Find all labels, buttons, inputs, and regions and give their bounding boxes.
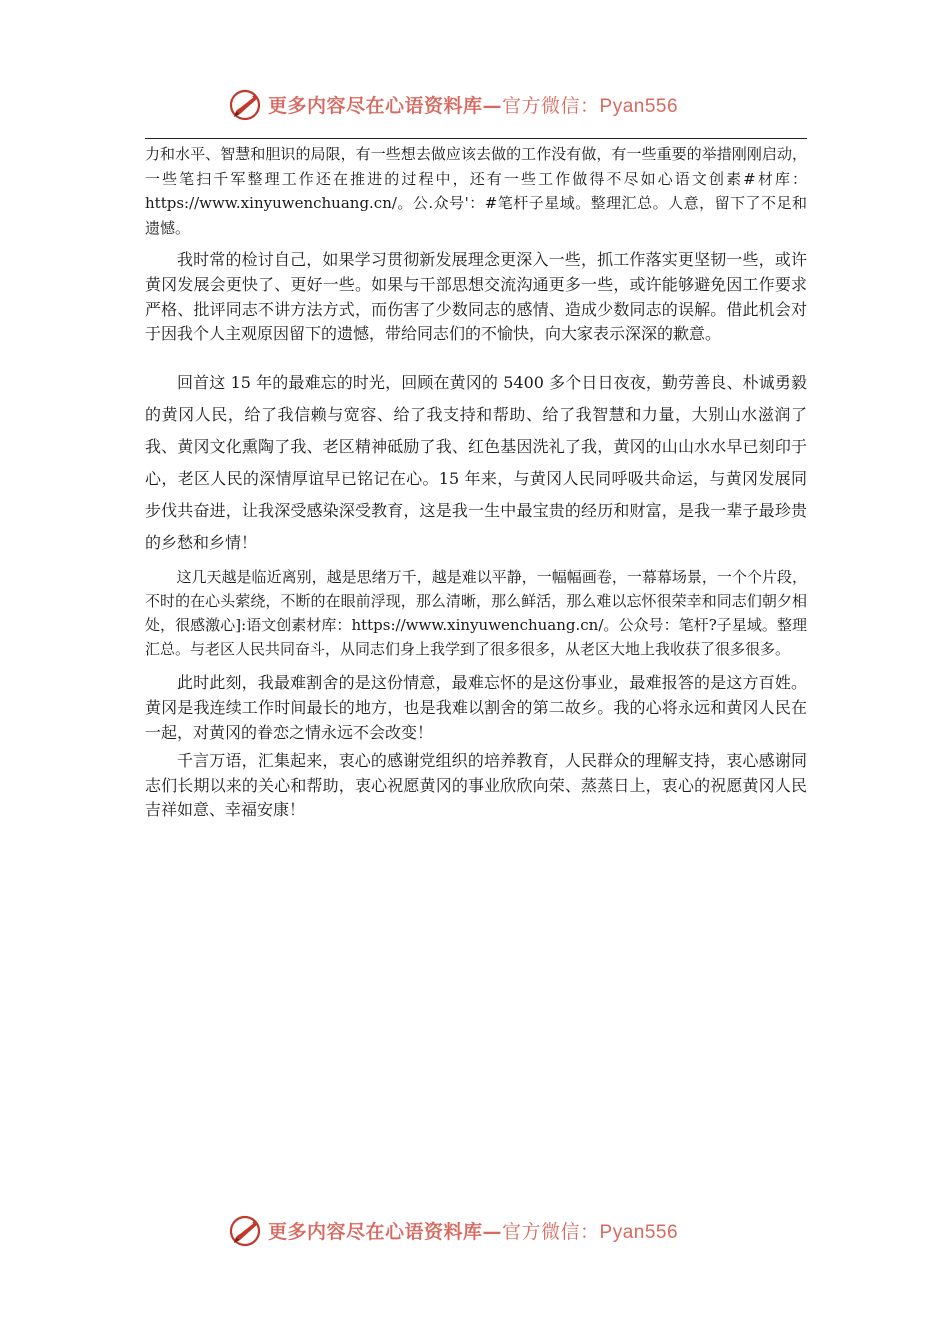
footer-banner-text [268, 1217, 678, 1244]
header-banner-text [268, 91, 678, 118]
pen-logo-icon [228, 86, 264, 122]
header-banner [228, 86, 728, 122]
paragraph-4: 这几天越是临近离别，越是思绪万千，越是难以平静，一幅幅画卷，一幕幕场景，一个个片段，不时的在心头萦绕，不断的在眼前浮现，那么清晰，那么鲜活，那么难以忘怀很荣幸和同志们朝夕相处，很感激心]:语文创素材库：https://www.xinyuwenchuang.cn/。公众号：笔杆?子星域。整理汇总。与老区人民共同奋斗，从同志们身上我学到了很多很多，从老区大地上我收获了很多很多。 [145, 568, 807, 659]
pen-logo-icon [228, 1212, 264, 1248]
footer-banner-main: 更多内容尽在心语资料库— [268, 1220, 503, 1243]
footer-banner [228, 1212, 728, 1248]
header-divider [145, 138, 807, 139]
header-banner-id: Pyan556 [599, 95, 679, 117]
footer-banner-wechat: 官方微信： [502, 1220, 600, 1243]
paragraph-6: 千言万语，汇集起来，衷心的感谢党组织的培养教育，人民群众的理解支持，衷心感谢同志们长期以来的关心和帮助，衷心祝愿黄冈的事业欣欣向荣、蒸蒸日上，衷心的祝愿黄冈人民吉祥如意、幸福安康！ [145, 751, 807, 820]
header-banner-main: 更多内容尽在心语资料库— [268, 94, 503, 117]
paragraph-1: 力和水平、智慧和胆识的局限，有一些想去做应该去做的工作没有做，有一些重要的举措刚刚启动，一些笔扫千军整理工作还在推进的过程中，还有一些工作做得不尽如心语文创素#材库：https://www.xinyuwenchuang.cn/。公.众号'：#笔杆子星域。整理汇总。人意，留下了不足和遗憾。 [145, 145, 807, 237]
paragraph-5: 此时此刻，我最难割舍的是这份情意，最难忘怀的是这份事业，最难报答的是这方百姓。黄冈是我连续工作时间最长的地方，也是我难以割舍的第二故乡。我的心将永远和黄冈人民在一起，对黄冈的眷恋之情永远不会改变！ [145, 673, 807, 743]
paragraph-2: 我时常的检讨自己，如果学习贯彻新发展理念更深入一些，抓工作落实更坚韧一些，或许黄冈发展会更快了、更好一些。如果与干部思想交流沟通更多一些，或许能够避免因工作要求严格、批评同志不讲方法方式，而伤害了少数同志的感情、造成少数同志的误解。借此机会对于因我个人主观原因留下的遗憾，带给同志们的不愉快，向大家表示深深的歉意。 [145, 250, 807, 344]
footer-banner-id: Pyan556 [599, 1221, 679, 1243]
header-banner-wechat: 官方微信： [502, 94, 600, 117]
paragraph-3: 回首这 15 年的最难忘的时光，回顾在黄冈的 5400 多个日日夜夜，勤劳善良、朴诚勇毅的黄冈人民，给了我信赖与宽容、给了我支持和帮助、给了我智慧和力量，大别山水滋润了我、黄冈文化熏陶了我、老区精神砥励了我、红色基因洗礼了我，黄冈的山山水水早已刻印于心，老区人民的深情厚谊早已铭记在心。15 年来，与黄冈人民同呼吸共命运，与黄冈发展同步伐共奋进，让我深受感染深受教育，这是我一生中最宝贵的经历和财富，是我一辈子最珍贵的乡愁和乡情！ [145, 373, 807, 553]
document-body [145, 142, 807, 823]
